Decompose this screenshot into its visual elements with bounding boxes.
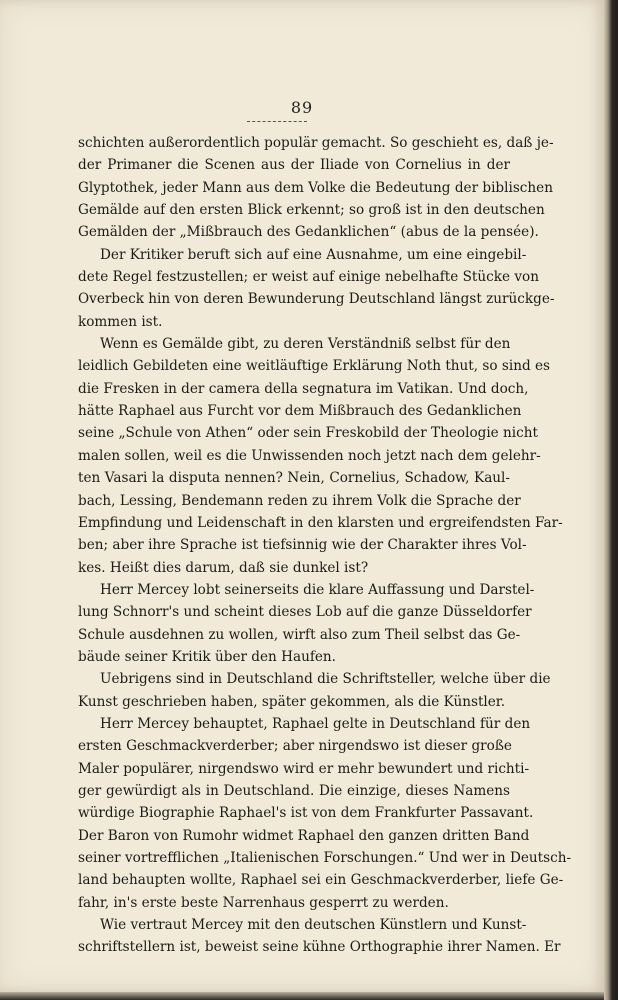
text-line: kes. Heißt dies darum, daß sie dunkel ist? xyxy=(78,559,369,576)
text-line: fahr, in's erste beste Narrenhaus gesperrt zu werden. xyxy=(78,894,449,911)
text-line: schriftstellern ist, beweist seine kühne Orthographie ihrer Namen. Er xyxy=(78,939,561,956)
text-line: land behaupten wollte, Raphael sei ein Geschmackverderber, liefe Ge- xyxy=(78,872,564,889)
body-text xyxy=(78,132,572,959)
text-line: Herr Mercey behauptet, Raphael gelte in Deutschland für den xyxy=(100,715,531,732)
page-number: 89 xyxy=(290,98,314,117)
text-line: malen sollen, weil es die Unwissenden noch jetzt nach dem gelehr- xyxy=(78,447,541,464)
text-line: der Primaner die Scenen aus der Iliade von Cornelius in der xyxy=(78,157,510,174)
text-line: ten Vasari la disputa nennen? Nein, Cornelius, Schadow, Kaul- xyxy=(78,470,510,487)
text-line: lung Schnorr's und scheint dieses Lob auf die ganze Düsseldorfer xyxy=(78,604,532,621)
text-line: Gemälden der „Mißbrauch des Gedanklichen“ (abus de la pensée). xyxy=(78,224,539,241)
text-line: ger gewürdigt als in Deutschland. Die einzige, dieses Namens xyxy=(78,782,510,799)
text-line: kommen ist. xyxy=(78,313,163,330)
text-line: ben; aber ihre Sprache ist tiefsinnig wie der Charakter ihres Vol- xyxy=(78,537,527,554)
text-line: Wenn es Gemälde gibt, zu deren Verständniß selbst für den xyxy=(100,336,511,353)
text-line: Glyptothek, jeder Mann aus dem Volke die Bedeutung der biblischen xyxy=(78,179,553,196)
text-line: hätte Raphael aus Furcht vor dem Mißbrauch des Gedanklichen xyxy=(78,403,522,420)
text-line: Uebrigens sind in Deutschland die Schriftsteller, welche über die xyxy=(100,671,551,688)
text-line: Empfindung und Leidenschaft in den klarsten und ergreifendsten Far- xyxy=(78,514,563,531)
text-line: bäude seiner Kritik über den Haufen. xyxy=(78,648,336,665)
text-line: bach, Lessing, Bendemann reden zu ihrem Volk die Sprache der xyxy=(78,492,521,509)
page-edge-bottom xyxy=(0,992,604,1000)
text-line: Der Kritiker beruft sich auf eine Ausnahme, um eine eingebil- xyxy=(100,246,527,263)
text-line: Overbeck hin von deren Bewunderung Deutschland längst zurückge- xyxy=(78,291,555,308)
text-line: schichten außerordentlich populär gemacht. So geschieht es, daß je- xyxy=(78,135,554,151)
text-line: Maler populärer, nirgendswo wird er mehr bewundert und richti- xyxy=(78,760,530,777)
text-line: dete Regel festzustellen; er weist auf einige nebelhafte Stücke von xyxy=(78,269,539,286)
text-line: ersten Geschmackverderber; aber nirgendswo ist dieser große xyxy=(78,738,512,755)
text-line: würdige Biographie Raphael's ist von dem Frankfurter Passavant. xyxy=(78,805,534,822)
text-line: Kunst geschrieben haben, später gekommen, als die Künstler. xyxy=(78,693,506,710)
text-line: seine „Schule von Athen“ oder sein Freskobild der Theologie nicht xyxy=(78,425,538,442)
text-line: Herr Mercey lobt seinerseits die klare Auffassung und Darstel- xyxy=(100,581,535,598)
text-line: leidlich Gebildeten eine weitläuftige Erklärung Noth thut, so sind es xyxy=(78,358,551,375)
text-line: Gemälde auf den ersten Blick erkennt; so groß ist in den deutschen xyxy=(78,202,545,219)
page-edge-right xyxy=(604,0,618,1000)
text-line: Der Baron von Rumohr widmet Raphael den ganzen dritten Band xyxy=(78,827,530,844)
text-line: Wie vertraut Mercey mit den deutschen Künstlern und Kunst- xyxy=(100,917,527,934)
text-line: die Fresken in der camera della segnatura im Vatikan. Und doch, xyxy=(78,380,529,397)
text-line: Schule ausdehnen zu wollen, wirft also zum Theil selbst das Ge- xyxy=(78,626,521,643)
page-number-rule xyxy=(247,121,307,122)
text-line: seiner vortrefflichen „Italienischen Forschungen.“ Und wer in Deutsch- xyxy=(78,850,572,866)
